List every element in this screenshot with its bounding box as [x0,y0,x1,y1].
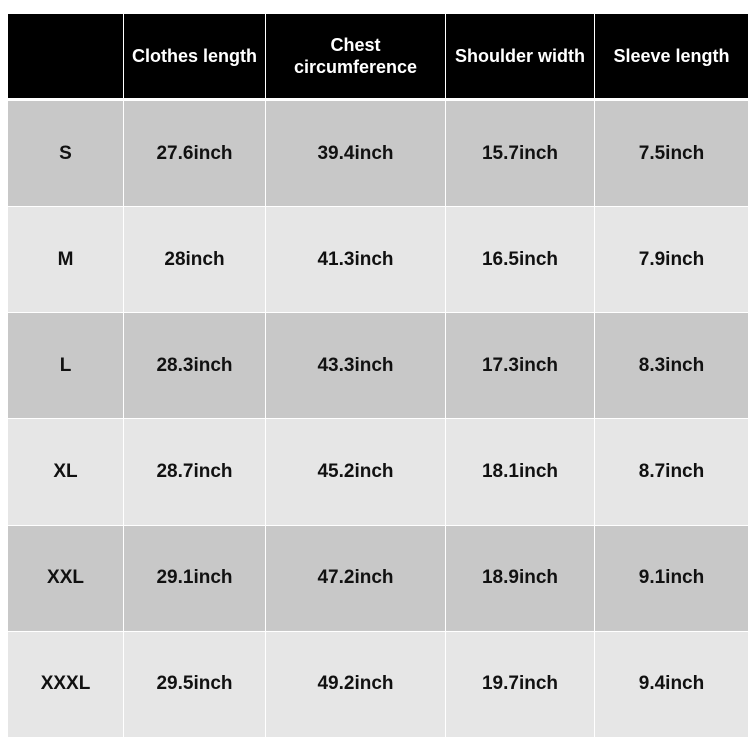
chest-cell: 45.2inch [266,419,446,525]
table-header [8,14,748,101]
chest-cell: 43.3inch [266,313,446,419]
clothes-length-cell: 28.7inch [124,419,266,525]
table-row [8,313,748,419]
clothes-length-cell: 29.5inch [124,632,266,737]
header-row [8,14,748,101]
size-cell: XXXL [8,632,124,737]
size-cell: S [8,101,124,207]
header-cell-chest-circumference [266,14,446,101]
size-cell: L [8,313,124,419]
chest-cell: 49.2inch [266,632,446,737]
table-body [8,101,748,737]
chest-cell: 39.4inch [266,101,446,207]
header-cell-clothes-length: Clothes length [124,14,266,101]
header-cell-sleeve-length: Sleeve length [595,14,748,101]
shoulder-cell: 17.3inch [446,313,595,419]
chest-cell: 47.2inch [266,526,446,632]
size-cell: XL [8,419,124,525]
sleeve-cell: 7.5inch [595,101,748,207]
header-cell-shoulder-width: Shoulder width [446,14,595,101]
clothes-length-cell: 29.1inch [124,526,266,632]
table-row [8,207,748,313]
size-cell: M [8,207,124,313]
clothes-length-cell: 27.6inch [124,101,266,207]
header-cell-size [8,14,124,101]
table-row [8,419,748,525]
size-chart-table [8,14,748,737]
size-cell: XXL [8,526,124,632]
shoulder-cell: 19.7inch [446,632,595,737]
table-row [8,632,748,737]
sleeve-cell: 8.7inch [595,419,748,525]
shoulder-cell: 15.7inch [446,101,595,207]
sleeve-cell: 7.9inch [595,207,748,313]
table-row [8,526,748,632]
header-label-chest: Chest circumference [293,35,418,77]
table-row [8,101,748,207]
sleeve-cell: 8.3inch [595,313,748,419]
clothes-length-cell: 28inch [124,207,266,313]
shoulder-cell: 18.1inch [446,419,595,525]
shoulder-cell: 18.9inch [446,526,595,632]
sleeve-cell: 9.4inch [595,632,748,737]
shoulder-cell: 16.5inch [446,207,595,313]
clothes-length-cell: 28.3inch [124,313,266,419]
chest-cell: 41.3inch [266,207,446,313]
sleeve-cell: 9.1inch [595,526,748,632]
